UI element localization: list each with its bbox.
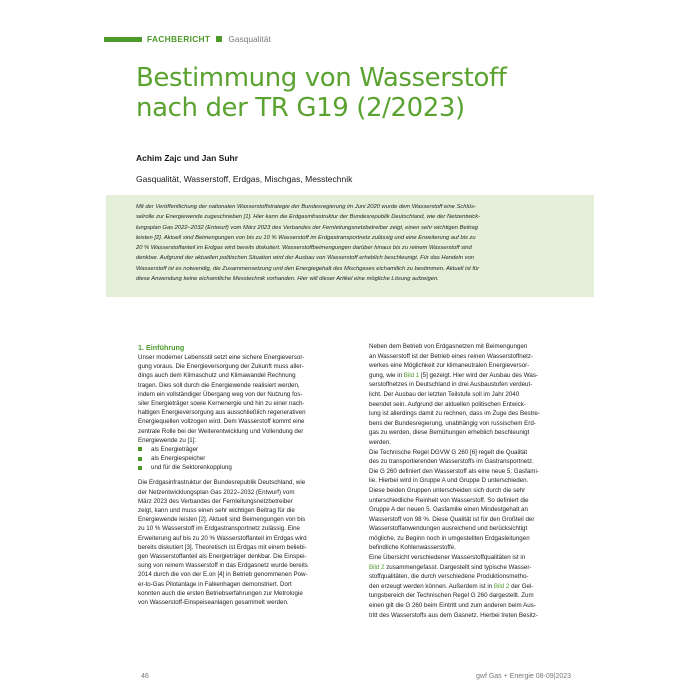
text-line: zu 10 % Wasserstoff im Erdgastransportnetz zulässig. Eine	[138, 525, 300, 533]
list-item-label: als Energiespeicher	[151, 455, 206, 463]
right-column	[369, 342, 583, 620]
abstract-line: leisten [2]. Aktuell sind Beimengungen von bis zu 10 % Wasserstoff im Erdgastransportnetz zulässig und eine Erweiterung auf bis zu	[136, 234, 476, 241]
text-line: lie. Hierbei wird in Gruppe A und Gruppe D unterschieden.	[369, 477, 529, 485]
text-line: dings auch dem Klimaschutz und Klimawandel Rechnung	[138, 372, 296, 380]
section-label: FACHBERICHT	[147, 34, 211, 44]
abstract-line: Wasserstoff ist es notwendig, die Zusammensetzung und den Energiegehalt des Mischgases eichamtlich zu bestimmen. Aktuell ist für	[136, 265, 480, 272]
text-line: werden.	[369, 438, 392, 446]
abstract-line: selrolle zur Energiewende zugeschrieben [1]. Hier kann die Erdgasinfrastruktur der Bundesrepublik Deutschland, wie der Netzentwick-	[136, 214, 481, 221]
text-line: gung, wie in Bild 1 [5] gezeigt. Hier wird der Ausbau des Was-	[369, 371, 538, 379]
text-line: haltigen Energieversorgung aus ausschließlich regenerativen	[138, 409, 306, 417]
section-heading: 1. Einführung	[138, 343, 185, 352]
figure-reference-link[interactable]: Bild 2	[369, 563, 385, 571]
text-line: an Wasserstoff ist der Betrieb eines reinen Wasserstoffnetz-	[369, 352, 534, 360]
list-item	[138, 454, 352, 463]
title-line: Bestimmung von Wasserstoff	[136, 63, 507, 93]
list-item	[138, 445, 352, 454]
text-line: 2014 durch die von der E.on [4] in Betrieb genommenen Pow-	[138, 571, 308, 579]
text-line: von Wasserstoff-Einspeiseanlagen gesammelt werden.	[138, 598, 289, 606]
text-line: werkes eine Möglichkeit zur klimaneutralen Energieversor-	[369, 362, 530, 370]
text-line: Eine Übersicht verschiedener Wasserstoffqualitäten ist in	[369, 554, 526, 562]
text-line: Die Technische Regel DGVW G 260 [6] regelt die Qualität	[369, 448, 528, 456]
text-line: siler Energieträger sowie Kernenergie und hin zu einer nach-	[138, 399, 305, 407]
text-line: konnten auch die ersten Betriebserfahrungen zur Metrologie	[138, 589, 303, 597]
section-header	[104, 33, 271, 45]
text-line: mögliche, zu Beginn noch in umgestellten Erdgasleitungen	[369, 534, 530, 542]
text-line: Unser moderner Lebensstil setzt eine sichere Energieversor-	[138, 354, 305, 361]
text-line: Bild 2 zusammengefasst. Dargestellt sind typische Wasser-	[369, 563, 532, 571]
text-line: serstoffnetzes in Deutschland in drei Ausbaustufen verdeut-	[369, 381, 533, 389]
text-line: Die G 260 definiert den Wasserstoff als eine neue 5. Gasfami-	[369, 467, 539, 475]
text-line: Diese beiden Gruppen unterscheiden sich durch die sehr	[369, 486, 526, 494]
title-line: nach der TR G19 (2/2023)	[136, 93, 465, 123]
abstract-line: denkbar. Aufgrund der aktuellen politischen Situation wird der Ausbau von Wasserstoff erheblich beschleunigt. Für das Handeln von	[136, 255, 474, 262]
article-title	[136, 63, 556, 123]
text-line: sung von reinem Wasserstoff in das Erdgasnetz wurde bereits	[138, 562, 308, 570]
text-line: bereits diskutiert [3]. Theoretisch ist Erdgas mit einem beliebi-	[138, 543, 307, 551]
text-line: er-to-Gas Pilotanlage in Falkenhagen demonstriert. Dort	[138, 580, 292, 588]
text-line: lung ist allerdings damit zu rechnen, dass im Zuge des Bestre-	[369, 410, 540, 418]
list-item-label: und für die Sektorenkopplung	[151, 464, 232, 472]
text-line: März 2023 des Verbandes der Fernleitungsnetzbetreiber	[138, 497, 293, 505]
text-line: licht. Der Ausbau der letzten Teilstufe soll im Jahr 2040	[369, 390, 520, 398]
text-line: Energiewende zu [1]:	[138, 436, 197, 444]
journal-name: gwf Gas + Energie 08-09|2023	[476, 673, 572, 680]
abstract-box	[106, 195, 594, 297]
text-line: Die Erdgasinfrastruktur der Bundesrepublik Deutschland, wie	[138, 479, 306, 487]
square-icon	[216, 36, 222, 42]
bullet-icon	[138, 466, 142, 470]
topic-label: Gasqualität	[228, 34, 271, 44]
authors: Achim Zajc und Jan Suhr	[136, 153, 239, 163]
bullet-icon	[138, 447, 142, 451]
list-item-label: als Energieträger	[151, 445, 199, 453]
text-line: tragen. Dies soll durch die Energiewende realisiert werden,	[138, 381, 300, 389]
keywords: Gasqualität, Wasserstoff, Erdgas, Mischgas, Messtechnik	[136, 174, 353, 184]
list-item	[138, 463, 352, 472]
figure-reference-link[interactable]: Bild 1	[403, 371, 420, 379]
text-line: gung voraus. Die Energieversorgung der Zukunft muss aller-	[138, 363, 304, 371]
text-line: Energiewende leisten [2]. Aktuell sind Beimengungen von bis	[138, 516, 306, 524]
text-line: zeigt, kann und muss einen sehr wichtigen Beitrag für die	[138, 507, 295, 514]
text-line: Wasserstoff von 98 %. Diese Qualität ist für den Großteil der	[369, 515, 535, 523]
text-line: befindliche Kohlenwasserstoffe.	[369, 544, 456, 552]
text-line: Neben dem Betrieb von Erdgasnetzen mit Beimengungen	[369, 343, 528, 350]
text-line: den erzeugt werden können. Außerdem ist in Bild 2 der Gel-	[369, 582, 534, 590]
text-line: Wasserstoffanwendungen ausreichend und berücksichtigt	[369, 525, 528, 533]
text-line: der Netzentwicklungsplan Gas 2022–2032 (Entwurf) vom	[138, 488, 295, 496]
text-line: gas zu werden, diese Bemühungen erheblich beschleunigt	[369, 429, 530, 437]
text-line: Erweiterung auf bis zu 20 % Wasserstoffanteil im Erdgas wird	[138, 534, 307, 542]
text-line: bens der Bundesregierung, unabhängig von russischem Erd-	[369, 419, 536, 427]
text-line: beendet sein. Aufgrund der aktuellen politischen Entwick-	[369, 400, 526, 408]
text-line: Gruppe A der neuen 5. Gasfamilie einen Mindestgehalt an	[369, 506, 528, 514]
figure-reference-link[interactable]: Bild 2	[493, 582, 510, 590]
abstract-line: Mit der Veröffentlichung der nationalen Wasserstoffstrategie der Bundesregierung im Juni 2020 wurde dem Wasserstoff eine Schlüs-	[136, 204, 476, 210]
text-line: gen Wasserstoffanteil als Energieträger denkbar. Die Einspei-	[138, 552, 307, 560]
text-line: tungsbereich der Technischen Regel G 260 dargestellt. Zum	[369, 592, 534, 600]
abstract-line: diese Anwendung keine eichamtliche Messtechnik vorhanden. Hier will dieser Artikel eine mögliche Lösung aufzeigen.	[136, 276, 439, 283]
page-number: 46	[141, 673, 149, 680]
text-line: Energiequellen vollzogen wird. Dem Wasserstoff kommt eine	[138, 418, 305, 426]
bullet-icon	[138, 457, 142, 461]
abstract-line: 20 % Wasserstoffanteil im Erdgas wird bereits diskutiert. Wasserstoffbeimengungen darüber hinaus bis zu reinem Wasserstoff sind	[136, 245, 472, 252]
abstract-line: lungsplan Gas 2022–2032 (Entwurf) vom März 2023 des Verbandes der Fernleitungsnetzbetreiber zeigt, einen sehr wichtigen Beitrag	[136, 224, 478, 231]
text-line: unterschiedliche Reinheit von Wasserstoff. So definiert die	[369, 496, 529, 504]
text-line: zentrale Rolle bei der Weiterentwicklung und Vollendung der	[138, 427, 304, 435]
text-line: indem ein vollständiger Übergang weg von der Nutzung fos-	[138, 390, 303, 398]
left-column	[138, 343, 352, 607]
text-line: des zu transportierenden Wasserstoffs im Gastransportnetz.	[369, 458, 534, 466]
text-line: stoffqualitäten, die durch verschiedene Produktionsmetho-	[369, 573, 529, 581]
text-line: tritt des Wasserstoffs aus dem Gasnetz. Hierbei treten Besitz-	[369, 611, 538, 619]
section-bar-decoration	[104, 37, 142, 42]
text-line: einen gilt die G 260 beim Eintritt und zum anderen beim Aus-	[369, 602, 536, 610]
